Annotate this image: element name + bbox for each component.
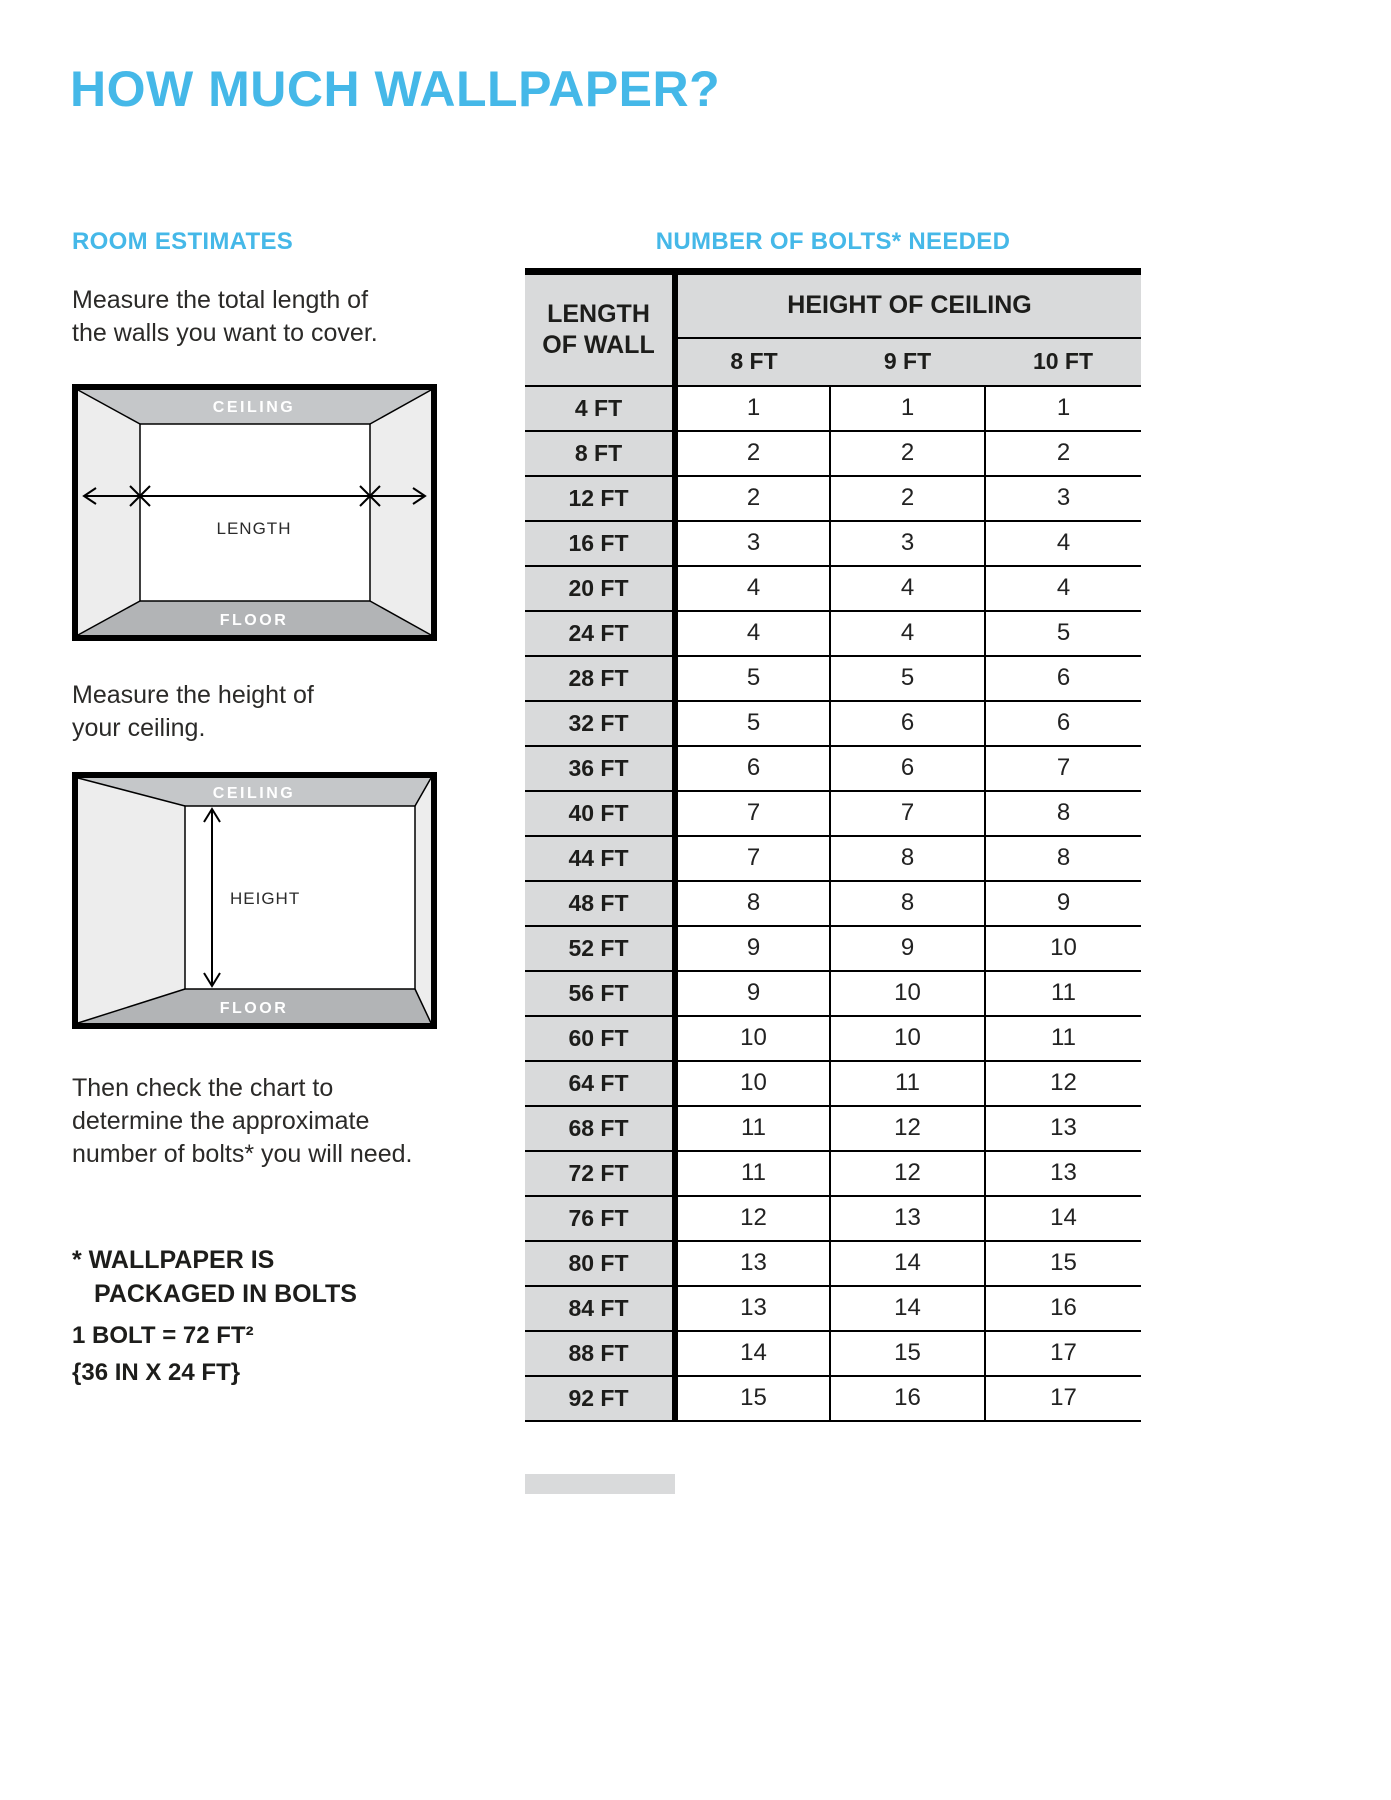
step2-text [72,679,314,745]
row-length: 12 FT [525,476,675,521]
table-row [525,1151,1141,1196]
row-length: 44 FT [525,836,675,881]
row-value: 14 [830,1241,985,1286]
ceiling-height-diagram [72,772,437,1029]
row-value: 13 [985,1151,1141,1196]
table-row [525,1286,1141,1331]
step1-text [72,284,378,350]
row-length: 28 FT [525,656,675,701]
step1-line2: the walls you want to cover. [72,319,378,347]
row-length: 48 FT [525,881,675,926]
row-value: 4 [675,566,830,611]
row-length: 36 FT [525,746,675,791]
row-value: 7 [985,746,1141,791]
row-value: 9 [675,926,830,971]
row-value: 13 [830,1196,985,1241]
ceiling-label: CEILING [212,399,296,416]
row-length: 72 FT [525,1151,675,1196]
row-value: 12 [830,1151,985,1196]
table-row [525,1016,1141,1061]
table-row [525,881,1141,926]
row-length: 80 FT [525,1241,675,1286]
row-length: 88 FT [525,1331,675,1376]
row-value: 7 [830,791,985,836]
bolts-footnote [72,1243,357,1311]
row-length: 68 FT [525,1106,675,1151]
row-value: 4 [985,566,1141,611]
row-value: 2 [985,431,1141,476]
row-value: 4 [675,611,830,656]
row-length: 84 FT [525,1286,675,1331]
row-value: 6 [830,701,985,746]
height-of-ceiling-header: HEIGHT OF CEILING [675,272,1141,338]
table-row [525,746,1141,791]
table-row [525,1061,1141,1106]
row-value: 15 [985,1241,1141,1286]
table-row [525,1106,1141,1151]
row-value: 8 [830,836,985,881]
row-value: 6 [830,746,985,791]
floor-label: FLOOR [219,612,289,629]
right-wall-surface [415,778,431,1023]
row-value: 11 [675,1151,830,1196]
row-length: 24 FT [525,611,675,656]
row-value: 5 [675,656,830,701]
header-row-1 [525,272,1141,338]
row-value: 2 [675,476,830,521]
row-value: 3 [675,521,830,566]
row-value: 8 [675,881,830,926]
row-value: 4 [830,611,985,656]
table-row [525,1331,1141,1376]
row-length: 16 FT [525,521,675,566]
table-row [525,431,1141,476]
row-value: 9 [985,881,1141,926]
table-row [525,656,1141,701]
row-value: 10 [830,971,985,1016]
table-left-column-tail [525,1474,675,1494]
row-value: 3 [985,476,1141,521]
row-value: 5 [830,656,985,701]
step3-text [72,1072,412,1171]
row-value: 6 [985,701,1141,746]
ceiling-label: CEILING [212,785,296,802]
row-length: 52 FT [525,926,675,971]
row-value: 1 [985,386,1141,431]
row-value: 17 [985,1331,1141,1376]
row-value: 1 [830,386,985,431]
back-wall [140,424,370,601]
row-value: 4 [985,521,1141,566]
row-length: 56 FT [525,971,675,1016]
row-value: 7 [675,836,830,881]
table-row [525,521,1141,566]
row-value: 12 [830,1106,985,1151]
row-value: 6 [985,656,1141,701]
table-row [525,971,1141,1016]
row-value: 10 [675,1061,830,1106]
bolts-needed-heading: NUMBER OF BOLTS* NEEDED [655,228,1011,255]
table-row [525,566,1141,611]
table-row [525,701,1141,746]
length-label: LENGTH [216,519,292,538]
right-wall-surface [370,390,431,635]
row-value: 16 [830,1376,985,1421]
table-row [525,926,1141,971]
row-value: 6 [675,746,830,791]
length-of-wall-header [525,272,675,386]
row-value: 14 [985,1196,1141,1241]
col-header-8ft: 8 FT [675,338,830,386]
row-value: 17 [985,1376,1141,1421]
row-length: 64 FT [525,1061,675,1106]
row-value: 13 [985,1106,1141,1151]
row-value: 2 [830,476,985,521]
bolts-table [525,268,1141,1422]
footnote-line1: * WALLPAPER IS [72,1246,275,1274]
row-value: 5 [675,701,830,746]
row-value: 10 [675,1016,830,1061]
row-value: 10 [985,926,1141,971]
row-length: 32 FT [525,701,675,746]
row-value: 13 [675,1241,830,1286]
row-length: 60 FT [525,1016,675,1061]
table-row [525,386,1141,431]
row-value: 12 [985,1061,1141,1106]
row-value: 3 [830,521,985,566]
step3-line1: Then check the chart to [72,1074,334,1102]
left-wall-surface [78,390,140,635]
row-value: 8 [830,881,985,926]
row-value: 1 [675,386,830,431]
row-value: 14 [830,1286,985,1331]
bolt-area-definition: 1 BOLT = 72 FT² [72,1322,254,1349]
row-value: 4 [830,566,985,611]
row-value: 9 [830,926,985,971]
row-length: 4 FT [525,386,675,431]
row-length: 92 FT [525,1376,675,1421]
floor-label: FLOOR [219,1000,289,1017]
row-value: 9 [675,971,830,1016]
footnote-line2: PACKAGED IN BOLTS [94,1280,357,1308]
bolt-dimensions: {36 IN X 24 FT} [72,1359,241,1386]
row-value: 7 [675,791,830,836]
row-length: 76 FT [525,1196,675,1241]
row-value: 11 [830,1061,985,1106]
table-row [525,836,1141,881]
table-row [525,1241,1141,1286]
row-value: 11 [985,971,1141,1016]
room-estimates-heading: ROOM ESTIMATES [72,228,294,255]
row-value: 2 [830,431,985,476]
length-of-wall-line1: LENGTH [547,299,650,328]
row-value: 15 [830,1331,985,1376]
bolts-needed-table [525,268,1141,1422]
row-value: 10 [830,1016,985,1061]
col-header-9ft: 9 FT [830,338,985,386]
step2-line2: your ceiling. [72,714,206,742]
table-row [525,611,1141,656]
height-label: HEIGHT [230,889,301,908]
table-row [525,1376,1141,1421]
row-length: 20 FT [525,566,675,611]
room-length-diagram [72,384,437,641]
row-value: 11 [985,1016,1141,1061]
left-wall-surface [78,778,185,1023]
row-value: 11 [675,1106,830,1151]
row-value: 8 [985,791,1141,836]
page-title: HOW MUCH WALLPAPER? [70,61,721,117]
row-length: 40 FT [525,791,675,836]
step3-line3: number of bolts* you will need. [72,1140,413,1168]
row-value: 2 [675,431,830,476]
table-row [525,476,1141,521]
table-row [525,1196,1141,1241]
row-value: 8 [985,836,1141,881]
row-value: 13 [675,1286,830,1331]
table-row [525,791,1141,836]
row-value: 15 [675,1376,830,1421]
row-value: 14 [675,1331,830,1376]
row-value: 5 [985,611,1141,656]
length-of-wall-line2: OF WALL [542,330,655,359]
row-length: 8 FT [525,431,675,476]
col-header-10ft: 10 FT [985,338,1141,386]
step2-line1: Measure the height of [72,681,314,709]
bolt-table-body [525,386,1141,1421]
step3-line2: determine the approximate [72,1107,370,1135]
row-value: 12 [675,1196,830,1241]
step1-line1: Measure the total length of [72,286,369,314]
row-value: 16 [985,1286,1141,1331]
